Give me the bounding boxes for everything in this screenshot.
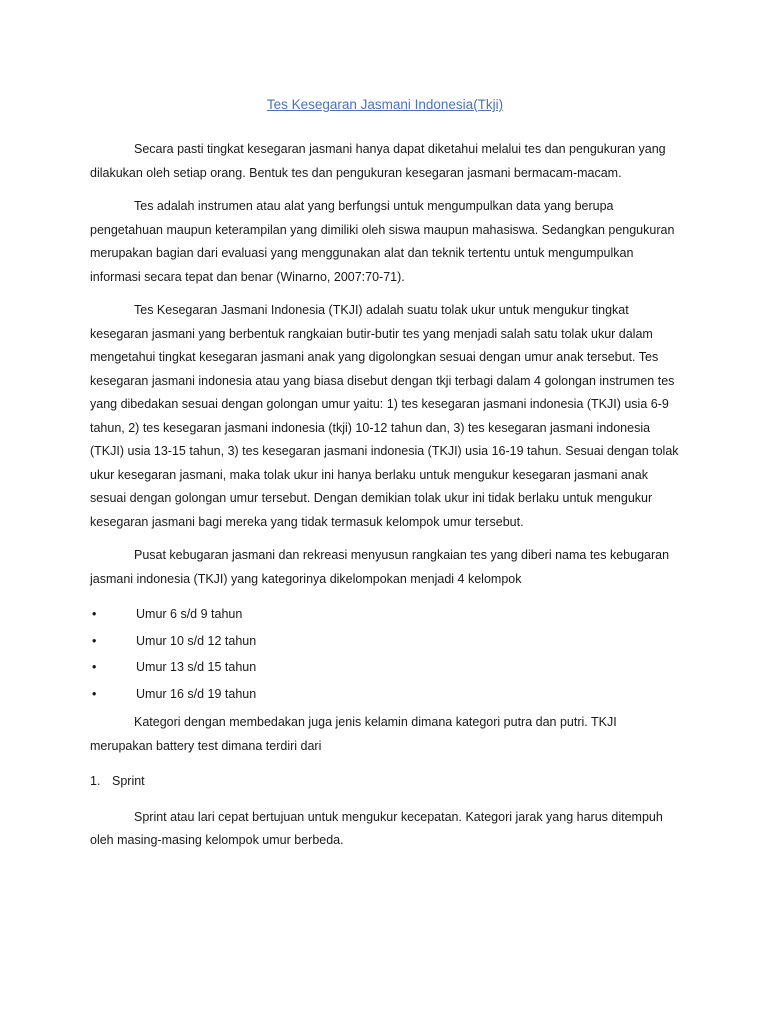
list-item <box>90 601 680 628</box>
list-item <box>90 628 680 655</box>
document-title: Tes Kesegaran Jasmani Indonesia(Tkji) <box>266 97 504 112</box>
numbered-heading-label: Sprint <box>112 774 145 788</box>
list-item <box>90 654 680 681</box>
numbered-heading-number: 1. <box>90 774 101 788</box>
bullet-icon: • <box>92 660 97 674</box>
bullet-icon: • <box>92 633 97 648</box>
numbered-heading-sprint <box>90 770 680 794</box>
bullet-icon: • <box>92 607 97 621</box>
list-item-text: Umur 10 s/d 12 tahun <box>136 633 257 648</box>
paragraph-test-definition: Tes adalah instrumen atau alat yang berfungsi untuk mengumpulkan data yang berupa pengetahuan maupun keterampilan yang dimiliki oleh siswa maupun mahasiswa. Sedangkan pengukuran merupakan bagian dari evaluasi yang menggunakan alat dan teknik tertentu untuk mengumpulkan informasi secara tepat dan benar (Winarno, 2007:70-71). <box>90 199 675 284</box>
list-item-text: Umur 6 s/d 9 tahun <box>136 607 243 621</box>
paragraph-category: Kategori dengan membedakan juga jenis kelamin dimana kategori putra dan putri. TKJI merupakan battery test dimana terdiri dari <box>90 715 617 753</box>
paragraph-tkji-definition: Tes Kesegaran Jasmani Indonesia (TKJI) adalah suatu tolak ukur untuk mengukur tingkat kesegaran jasmani yang berbentuk rangkaian butir-butir tes yang menjadi salah satu tolak ukur dalam mengetahui tingkat kesegaran jasmani anak yang digolongkan sesuai dengan umur anak tersebut. Tes kesegaran jasmani indonesia atau yang biasa disebut dengan tkji terbagi dalam 4 golongan instrumen tes yang dibedakan sesuai dengan golongan umur yaitu: 1) tes kesegaran jasmani indonesia (TKJI) usia 6-9 tahun, 2) tes kesegaran jasmani indonesia (tkji) 10-12 tahun dan, 3) tes kesegaran jasmani indonesia (TKJI) usia 13-15 tahun, 3) tes kesegaran jasmani indonesia (TKJI) usia 16-19 tahun. Sesuai dengan tolak ukur kesegaran jasmani, maka tolak ukur ini hanya berlaku untuk mengukur kesegaran jasmani anak sesuai dengan golongan umur tersebut. Dengan demikian tolak ukur ini tidak berlaku untuk mengukur kesegaran jasmani bagi mereka yang tidak termasuk kelompok umur tersebut. <box>90 303 679 529</box>
paragraph-sprint: Sprint atau lari cepat bertujuan untuk mengukur kecepatan. Kategori jarak yang harus ditempuh oleh masing-masing kelompok umur berbeda. <box>90 809 663 847</box>
list-item-text: Umur 16 s/d 19 tahun <box>136 686 257 701</box>
list-item-text: Umur 13 s/d 15 tahun <box>136 660 257 674</box>
paragraph-intro: Secara pasti tingkat kesegaran jasmani hanya dapat diketahui melalui tes dan pengukuran yang dilakukan oleh setiap orang. Bentuk tes dan pengukuran kesegaran jasmani bermacam-macam. <box>90 142 666 180</box>
paragraph-age-groups-intro: Pusat kebugaran jasmani dan rekreasi menyusun rangkaian tes yang diberi nama tes kebugaran jasmani indonesia (TKJI) yang kategorinya dikelompokan menjadi 4 kelompok <box>90 548 670 586</box>
bullet-icon: • <box>92 686 97 701</box>
list-item <box>90 681 680 708</box>
age-group-list <box>90 601 680 707</box>
